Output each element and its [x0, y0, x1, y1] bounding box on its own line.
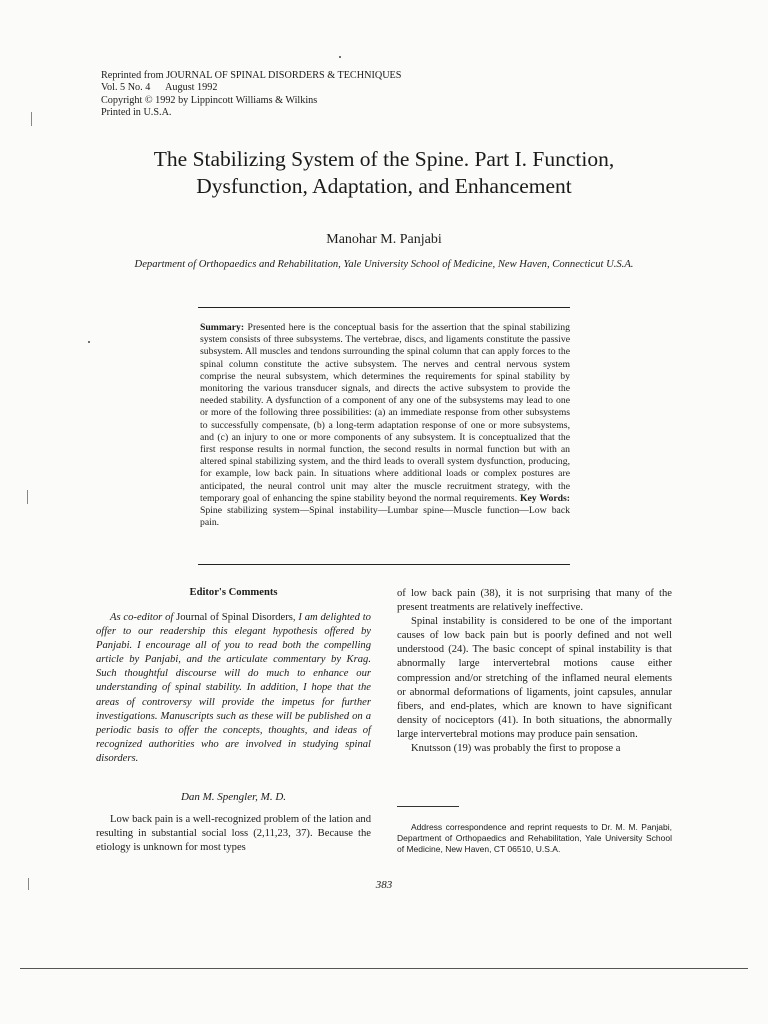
editor-text-b: , I am delighted to offer to our readership this elegant hypothesis offered by Panjabi. I encourage all of you to read both the compelling article by Panjabi, and the articulate commentary by Krag. Such thoughtful discourse will do much to enhance our understanding of spinal stability. In addition, I hope that the areas of controversy will provide the impetus for further investigations. Manuscripts such as these will be published on a periodic basis to offer the concepts, thoughts, and ideas of recognized authorities who are involved in studying spinal disorders.: [96, 612, 371, 764]
editor-comments-text: [96, 611, 371, 766]
editor-signature: Dan M. Spengler, M. D.: [180, 791, 287, 803]
body-right-column: [397, 587, 672, 756]
journal-name: Journal of Spinal Disorders: [176, 612, 293, 623]
reprint-printed: Printed in U.S.A.: [101, 106, 172, 118]
summary-label: Summary:: [200, 322, 245, 333]
article-title: [0, 146, 768, 200]
keywords-label: Key Words:: [517, 492, 571, 504]
body-paragraph: of low back pain (38), it is not surprising that many of the present treatments are relatively ineffective.: [397, 588, 672, 614]
reprint-source: Reprinted from JOURNAL OF SPINAL DISORDERS & TECHNIQUES: [101, 70, 402, 81]
editor-comments-heading: Editor's Comments: [189, 587, 278, 598]
page-number: 383: [375, 879, 393, 891]
scan-margin-mark: [28, 878, 29, 890]
reprint-volume: Vol. 5 No. 4 August 1992: [101, 82, 218, 94]
author-name: Manohar M. Panjabi: [326, 232, 442, 247]
article-title-line1: The Stabilizing System of the Spine. Part I. Function,: [153, 147, 615, 171]
summary-top-rule: [198, 307, 570, 308]
editor-text-a: As co-editor of: [110, 612, 177, 623]
scan-speck: [339, 56, 341, 58]
scan-bottom-edge: [20, 968, 748, 969]
keywords-text: Spine stabilizing system—Spinal instability—Lumbar spine—Muscle function—Low back pain.: [200, 505, 570, 529]
scan-margin-mark: [27, 490, 28, 504]
author-affiliation: Department of Orthopaedics and Rehabilitation, Yale University School of Medicine, New Haven, Connecticut U.S.A.: [134, 259, 634, 270]
summary-block: [200, 322, 570, 529]
footnote: Address correspondence and reprint requests to Dr. M. M. Panjabi, Department of Orthopaedics and Rehabilitation, Yale University School of Medicine, New Haven, CT 06510, U.S.A.: [397, 822, 672, 854]
scan-speck: [88, 341, 90, 343]
summary-text: Presented here is the conceptual basis for the assertion that the spinal stabilizing system consists of three subsystems. The vertebrae, discs, and ligaments constitute the passive subsystem. All muscles and tendons surrounding the spinal column that can apply forces to the spinal column constitute the active subsystem. The nerves and central nervous system comprise the neural subsystem, which determines the requirements for spinal stability by monitoring the various transducer signals, and directs the active subsystem to provide the needed stability. A dysfunction of a component of any one of the subsystems may lead to one or more of the following three possibilities: (a) an immediate response from other subsystems to successfully compensate, (b) a long-term adaptation response of one or more subsystems, and (c) an injury to one or more components of any subsystem. It is conceptualized that the first response results in normal function, the second results in normal function but with an altered spinal stabilizing system, and the third leads to overall system dysfunction, producing, for example, low back pain. In situations where additional loads or complex postures are anticipated, the neural control unit may alter the muscle recruitment strategy, with the temporary goal of enhancing the spine stability beyond the normal requirements.: [200, 322, 570, 504]
body-left-paragraph: Low back pain is a well-recognized problem of the lation and resulting in substantial social loss (2,11,23, 37). Because the etiology is unknown for most types: [96, 814, 371, 854]
article-title-line2: Dysfunction, Adaptation, and Enhancement: [196, 174, 572, 198]
body-paragraph: Knutsson (19) was probably the first to propose a: [411, 743, 621, 755]
footnote-rule: [397, 806, 459, 807]
summary-bottom-rule: [198, 564, 570, 565]
scan-margin-mark: [31, 112, 32, 126]
reprint-info: [101, 70, 401, 119]
body-paragraph: Spinal instability is considered to be one of the important causes of low back pain but is poorly defined and not well understood (24). The basic concept of spinal instability is that abnormally large intervertebral motions cause either compression and/or stretching of the inflamed neural elements or abnormal deformations of ligaments, joint capsules, annular fibers, and end-plates, which are known to have significant density of nociceptors (41). In both situations, the abnormally large intervertebral motions may produce pain sensation.: [397, 616, 672, 740]
reprint-copyright: Copyright © 1992 by Lippincott Williams & Wilkins: [101, 94, 318, 106]
